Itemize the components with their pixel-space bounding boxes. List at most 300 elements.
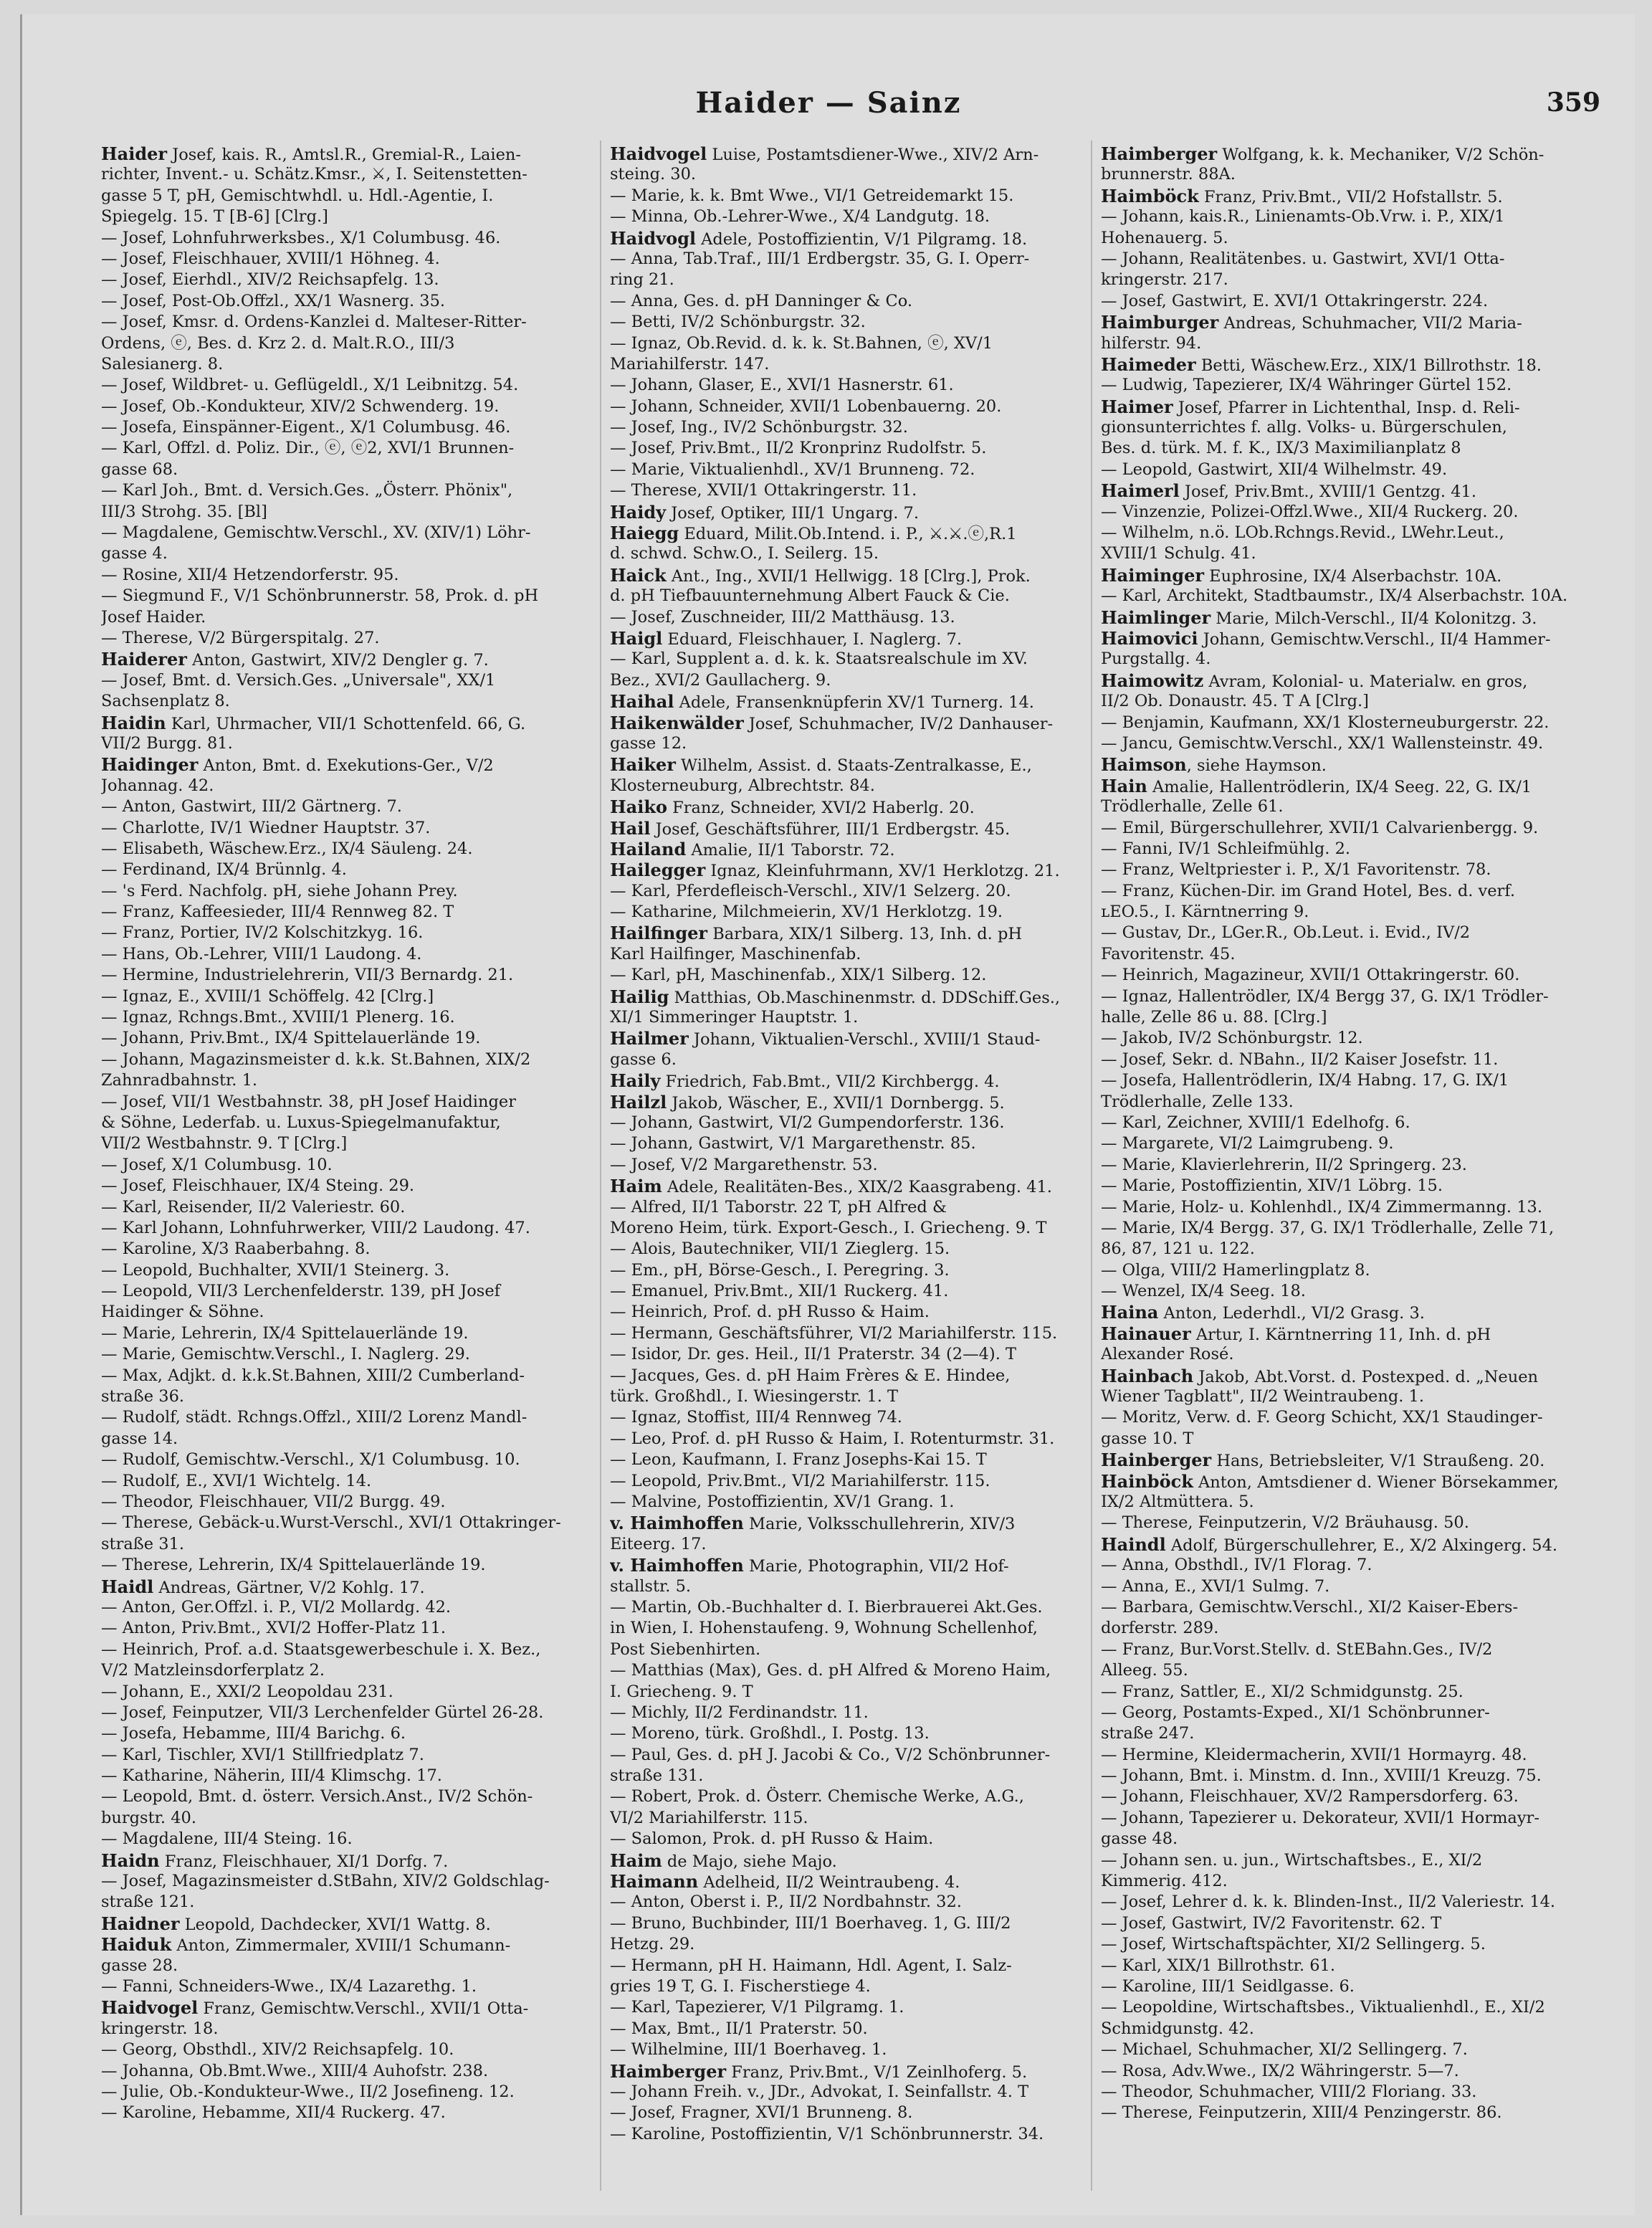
directory-entry-line — [610, 1302, 1104, 1323]
entry-text: — Josef, Priv.Bmt., II/2 Kronprinz Rudolfstr. 5. — [610, 439, 987, 458]
entry-text: — Josef, V/2 Margarethenstr. 53. — [610, 1155, 878, 1174]
directory-entry-line — [610, 754, 1104, 775]
directory-entry-line — [101, 249, 596, 270]
entry-text: Matthias, Ob.Maschinenmstr. d. DDSchiff.Ges., — [669, 988, 1061, 1007]
directory-entry-line — [1101, 291, 1595, 312]
directory-entry-line — [101, 776, 596, 796]
entry-text: VI/2 Mariahilferstr. 115. — [610, 1808, 808, 1827]
entry-text: — Ignaz, Stoffist, III/4 Rennweg 74. — [610, 1408, 902, 1427]
directory-entry-line — [1101, 839, 1595, 860]
directory-entry-line — [1101, 733, 1595, 754]
directory-entry-line — [1101, 1113, 1595, 1133]
directory-entry-line — [1101, 754, 1595, 775]
directory-entry-line — [610, 1197, 1104, 1218]
surname-heading: Haimlinger — [1101, 606, 1211, 628]
entry-text: Anton, Amtsdiener d. Wiener Börsekammer, — [1193, 1472, 1559, 1492]
entry-text: Anton, Lederhdl., VI/2 Grasg. 3. — [1158, 1304, 1425, 1323]
directory-entry-line — [610, 1892, 1104, 1913]
directory-entry-line — [101, 228, 596, 249]
directory-entry-line — [101, 438, 596, 459]
directory-entry-line — [101, 1639, 596, 1660]
directory-entry-line — [101, 1723, 596, 1744]
directory-entry-line — [610, 1976, 1104, 1997]
directory-entry-line — [101, 1028, 596, 1049]
entry-text: — Karl, Architekt, Stadtbaumstr., IX/4 Alserbachstr. 10A. — [1101, 586, 1568, 606]
directory-entry-line — [101, 649, 596, 670]
directory-entry-line — [1101, 1218, 1595, 1239]
directory-entry-line — [610, 713, 1104, 733]
directory-entry-line — [1101, 586, 1595, 606]
entry-text: — Martin, Ob.-Buchhalter d. I. Bierbrauerei Akt.Ges. — [610, 1597, 1043, 1617]
entry-text: Adele, Fransenknüpferin XV/1 Turnerg. 14. — [674, 693, 1034, 713]
directory-entry-line — [1101, 2082, 1595, 2103]
entry-text: Trödlerhalle, Zelle 133. — [1101, 1092, 1294, 1111]
directory-entry-line — [101, 1934, 596, 1955]
entry-text: — Magdalene, III/4 Steing. 16. — [101, 1829, 353, 1849]
directory-entry-line — [610, 1386, 1104, 1407]
entry-text: — Ignaz, E., XVIII/1 Schöffelg. 42 [Clrg.] — [101, 986, 434, 1006]
entry-text: — Alfred, II/1 Taborstr. 22 T, pH Alfred & — [610, 1197, 947, 1217]
directory-entry-line — [1101, 523, 1595, 543]
directory-entry-line — [101, 1407, 596, 1428]
entry-text: — Josef, Ob.-Kondukteur, XIV/2 Schwenderg. 19. — [101, 396, 500, 416]
directory-entry-line — [610, 354, 1104, 375]
entry-text: Adolf, Bürgerschullehrer, E., X/2 Alxingerg. 54. — [1165, 1536, 1558, 1555]
directory-entry-line — [1101, 1956, 1595, 1976]
directory-entry-line — [101, 1913, 596, 1934]
directory-entry-line — [610, 2061, 1104, 2082]
column-1 — [101, 143, 596, 2194]
entry-text: — Franz, Weltpriester i. P., X/1 Favoritenstr. 78. — [1101, 860, 1491, 880]
entry-text: — Georg, Obsthdl., XIV/2 Reichsapfelg. 10. — [101, 2040, 454, 2060]
entry-text: Johannag. 42. — [101, 776, 214, 795]
entry-text: Euphrosine, IX/4 Alserbachstr. 10A. — [1204, 566, 1502, 586]
directory-entry-line — [610, 1682, 1104, 1703]
entry-text: — Josef, Wildbret- u. Geflügeldl., X/1 Leibnitzg. 54. — [101, 376, 519, 395]
directory-entry-line — [1101, 1660, 1595, 1681]
entry-text: — Wilhelmine, III/1 Boerhaveg. 1. — [610, 2040, 887, 2060]
entry-text: & Söhne, Lederfab. u. Luxus-Spiegelmanufaktur, — [101, 1113, 501, 1132]
entry-text: — Ignaz, Rchngs.Bmt., XVIII/1 Plenerg. 16. — [101, 1008, 455, 1027]
directory-entry-line — [610, 1639, 1104, 1660]
surname-heading: Haimann — [610, 1871, 699, 1893]
directory-entry-line — [101, 1260, 596, 1281]
page-header — [22, 86, 1635, 129]
directory-entry-line — [610, 417, 1104, 438]
entry-text: III/3 Strohg. 35. [Bl] — [101, 502, 267, 521]
entry-text: — Georg, Postamts-Exped., XI/1 Schönbrunner- — [1101, 1703, 1490, 1722]
directory-entry-line — [101, 396, 596, 417]
surname-heading: Haimovici — [1101, 627, 1198, 649]
entry-text: — Karl Joh., Bmt. d. Versich.Ges. „Österr. Phönix", — [101, 481, 513, 500]
entry-text: Spiegelg. 15. T [B-6] [Clrg.] — [101, 207, 328, 227]
entry-text: — Wilhelm, n.ö. LOb.Rchngs.Revid., LWehr.Leut., — [1101, 523, 1504, 543]
entry-text: — Katharine, Näherin, III/4 Klimschg. 17. — [101, 1766, 442, 1786]
entry-text: — Karoline, Postoffizientin, V/1 Schönbrunnerstr. 34. — [610, 2124, 1044, 2143]
directory-entry-line — [101, 2103, 596, 2123]
entry-text: de Majo, siehe Majo. — [662, 1852, 837, 1871]
directory-entry-line — [1101, 776, 1595, 796]
directory-entry-line — [1101, 2019, 1595, 2039]
surname-heading: Hailegger — [610, 860, 706, 881]
entry-text: — Emanuel, Priv.Bmt., XII/1 Ruckerg. 41. — [610, 1282, 949, 1301]
entry-text: — Paul, Ges. d. pH J. Jacobi & Co., V/2 Schönbrunner- — [610, 1745, 1051, 1764]
entry-text: Karl Hailfinger, Maschinenfab. — [610, 944, 861, 963]
entry-text: , siehe Haymson. — [1186, 756, 1327, 776]
directory-entry-line — [101, 333, 596, 354]
entry-text: Post Siebenhirten. — [610, 1639, 761, 1659]
entry-text: Karl, Uhrmacher, VII/1 Schottenfeld. 66, G. — [166, 714, 526, 733]
entry-text: — Josef, VII/1 Westbahnstr. 38, pH Josef Haidinger — [101, 1092, 516, 1111]
directory-entry-line — [610, 1513, 1104, 1533]
entry-text: Barbara, XIX/1 Silberg. 13, Inh. d. pH — [707, 925, 1023, 944]
entry-text: — Salomon, Prok. d. pH Russo & Haim. — [610, 1829, 934, 1849]
directory-entry-line — [101, 417, 596, 438]
entry-text: — Karoline, III/1 Seidlgasse. 6. — [1101, 1976, 1355, 1996]
directory-entry-line — [101, 881, 596, 902]
directory-entry-line — [610, 480, 1104, 501]
surname-heading: Haidinger — [101, 754, 199, 776]
entry-text: Anton, Bmt. d. Exekutions-Ger., V/2 — [198, 756, 494, 776]
entry-text: — Josef, Magazinsmeister d.StBahn, XIV/2 Goldschlag- — [101, 1872, 550, 1891]
entry-text: Zahnradbahnstr. 1. — [101, 1071, 258, 1090]
directory-entry-line — [1101, 228, 1595, 249]
entry-text: — Heinrich, Magazineur, XVII/1 Ottakringerstr. 60. — [1101, 966, 1520, 985]
entry-text: Hetzg. 29. — [610, 1935, 695, 1954]
entry-text: — Karl, Zeichner, XVIII/1 Edelhofg. 6. — [1101, 1113, 1410, 1132]
directory-entry-line — [610, 333, 1104, 354]
entry-text: Bez., XVI/2 Gaullacherg. 9. — [610, 670, 831, 690]
directory-entry-line — [1101, 164, 1595, 185]
entry-text: Johann, Viktualien-Verschl., XVIII/1 Staud- — [688, 1030, 1041, 1049]
directory-entry-line — [610, 586, 1104, 606]
entry-text: I. Griecheng. 9. T — [610, 1682, 753, 1701]
directory-entry-line — [610, 2124, 1104, 2145]
directory-entry-line — [101, 1429, 596, 1449]
directory-entry-line — [101, 1850, 596, 1871]
directory-entry-line — [1101, 1934, 1595, 1955]
surname-heading: Haiegg — [610, 523, 679, 544]
directory-entry-line — [1101, 1281, 1595, 1302]
entry-text: — Josef, Bmt. d. Versich.Ges. „Universale", XX/1 — [101, 670, 496, 690]
entry-text: — Marie, Viktualienhdl., XV/1 Brunneng. 72. — [610, 460, 975, 479]
directory-entry-line — [101, 1492, 596, 1513]
entry-text: — Leopold, Bmt. d. österr. Versich.Anst., IV/2 Schön- — [101, 1787, 533, 1806]
entry-text: — Marie, Gemischtw.Verschl., I. Naglerg. 29. — [101, 1345, 470, 1364]
directory-entry-line — [610, 2019, 1104, 2039]
entry-text: türk. Großhdl., I. Wiesingerstr. 1. T — [610, 1387, 899, 1406]
directory-entry-line — [101, 1513, 596, 1533]
directory-entry-line — [610, 565, 1104, 586]
directory-entry-line — [1101, 1133, 1595, 1154]
directory-entry-line — [1101, 1176, 1595, 1196]
directory-entry-line — [610, 1723, 1104, 1744]
directory-entry-line — [101, 1007, 596, 1028]
directory-entry-line — [610, 1492, 1104, 1513]
entry-text: Franz, Gemischtw.Verschl., XVII/1 Otta- — [198, 1999, 529, 2019]
directory-entry-line — [101, 1997, 596, 2018]
entry-text: — 's Ferd. Nachfolg. pH, siehe Johann Prey. — [101, 881, 458, 900]
entry-text: Andreas, Schuhmacher, VII/2 Maria- — [1218, 314, 1522, 333]
directory-entry-line — [1101, 333, 1595, 354]
directory-entry-line — [1101, 2103, 1595, 2123]
directory-entry-line — [1101, 607, 1595, 628]
entry-text: Josef, Schuhmacher, IV/2 Danhauser- — [743, 714, 1054, 733]
directory-entry-line — [101, 1133, 596, 1154]
directory-entry-line — [1101, 354, 1595, 375]
surname-heading: Haimburger — [1101, 312, 1219, 333]
entry-text: — Johann, Schneider, XVII/1 Lobenbauerng. 20. — [610, 396, 1002, 416]
surname-heading: Haidvogel — [610, 143, 707, 164]
directory-entry-line — [610, 902, 1104, 923]
directory-entry-line — [1101, 713, 1595, 733]
entry-text: Moreno Heim, türk. Export-Gesch., I. Griecheng. 9. T — [610, 1218, 1047, 1237]
entry-text: Ordens, ⓔ, Bes. d. Krz 2. d. Malt.R.O., III/3 — [101, 333, 455, 353]
directory-entry-line — [610, 860, 1104, 880]
entry-text: — Rosine, XII/4 Hetzendorferstr. 95. — [101, 565, 399, 584]
surname-heading: Hail — [610, 817, 651, 839]
directory-entry-line — [1101, 1808, 1595, 1829]
directory-entry-line — [1101, 1028, 1595, 1049]
directory-entry-line — [610, 1618, 1104, 1639]
entry-text: gasse 4. — [101, 544, 168, 563]
directory-entry-line — [610, 733, 1104, 754]
entry-text: — Karl, XIX/1 Billrothstr. 61. — [1101, 1956, 1336, 1975]
entry-text: VII/2 Burgg. 81. — [101, 733, 233, 753]
entry-text: Alleeg. 55. — [1101, 1661, 1188, 1680]
surname-heading: Haiker — [610, 754, 676, 776]
directory-entry-line — [610, 2082, 1104, 2103]
entry-text: Josef, Geschäftsführer, III/1 Erdbergstr. 45. — [650, 819, 1011, 839]
entry-text: Johann, Gemischtw.Verschl., II/4 Hammer- — [1198, 629, 1551, 649]
entry-text: Eduard, Fleischhauer, I. Naglerg. 7. — [662, 629, 962, 649]
entry-text: — Siegmund F., V/1 Schönbrunnerstr. 58, Prok. d. pH — [101, 586, 539, 606]
entry-text: — Leopold, Buchhalter, XVII/1 Steinerg. 3. — [101, 1260, 450, 1280]
directory-entry-line — [101, 860, 596, 880]
entry-text: Josef, Priv.Bmt., XVIII/1 Gentzg. 41. — [1179, 482, 1476, 502]
entry-text: XVIII/1 Schulg. 41. — [1101, 544, 1256, 563]
entry-text: — Anton, Priv.Bmt., XVI/2 Hoffer-Platz 11. — [101, 1619, 447, 1638]
directory-entry-line — [101, 1786, 596, 1807]
directory-entry-line — [610, 1155, 1104, 1176]
entry-text: — Max, Bmt., II/1 Praterstr. 50. — [610, 2019, 868, 2038]
entry-text: — Johann, Fleischhauer, XV/2 Rampersdorferg. 63. — [1101, 1787, 1519, 1806]
directory-entry-line — [1101, 965, 1595, 986]
entry-text: — Leopold, VII/3 Lerchenfelderstr. 139, pH Josef — [101, 1282, 500, 1301]
directory-entry-line — [101, 2039, 596, 2060]
surname-heading: v. Haimhoffen — [610, 1513, 744, 1534]
directory-entry-line — [610, 1555, 1104, 1576]
entry-text: — Rudolf, E., XVI/1 Wichtelg. 14. — [101, 1471, 372, 1490]
surname-heading: Haimson — [1101, 754, 1187, 776]
entry-text: — Leopold, Priv.Bmt., VI/2 Mariahilferstr. 115. — [610, 1471, 990, 1490]
directory-entry-line — [101, 1956, 596, 1976]
directory-entry-line — [610, 1113, 1104, 1133]
surname-heading: Hailfinger — [610, 923, 708, 944]
directory-entry-line — [101, 2019, 596, 2039]
directory-entry-line — [610, 396, 1104, 417]
entry-text: Wiener Tagblatt", II/2 Weintraubeng. 1. — [1101, 1387, 1424, 1406]
entry-text: Eduard, Milit.Ob.Intend. i. P., ⚔.⚔.ⓔ,R.1 — [679, 525, 1017, 544]
directory-entry-line — [1101, 1976, 1595, 1997]
entry-text: — Therese, Lehrerin, IX/4 Spittelauerlände 19. — [101, 1556, 486, 1575]
entry-text: Purgstallg. 4. — [1101, 649, 1211, 669]
directory-entry-line — [101, 270, 596, 290]
directory-entry-line — [1101, 986, 1595, 1007]
entry-text: Salesianerg. 8. — [101, 354, 224, 373]
entry-text: — Therese, XVII/1 Ottakringerstr. 11. — [610, 481, 917, 500]
directory-entry-line — [1101, 417, 1595, 438]
surname-heading: Haider — [101, 143, 168, 164]
entry-text: Eiteerg. 17. — [610, 1534, 707, 1553]
directory-entry-line — [1101, 1239, 1595, 1260]
entry-text: Marie, Milch-Verschl., II/4 Kolonitzg. 3. — [1211, 609, 1537, 628]
directory-entry-line — [610, 1808, 1104, 1829]
entry-text: — Johann, Glaser, E., XVI/1 Hasnerstr. 61. — [610, 376, 954, 395]
surname-heading: Haily — [610, 1070, 661, 1092]
directory-entry-line — [101, 2061, 596, 2082]
entry-text: — Heinrich, Prof. a.d. Staatsgewerbeschule i. X. Bez., — [101, 1639, 541, 1659]
directory-entry-line — [101, 839, 596, 860]
directory-entry-line — [1101, 1344, 1595, 1365]
entry-text: Adele, Postoffizientin, V/1 Pilgramg. 18. — [695, 229, 1028, 249]
directory-entry-line — [101, 1281, 596, 1302]
entry-text: — Theodor, Schuhmacher, VIII/2 Floriang. 33. — [1101, 2082, 1477, 2101]
directory-entry-line — [101, 1092, 596, 1113]
directory-entry-line — [1101, 1366, 1595, 1386]
directory-entry-line — [1101, 1534, 1595, 1555]
column-2 — [610, 143, 1104, 2194]
entry-text: — Johann, E., XXI/2 Leopoldau 231. — [101, 1682, 393, 1701]
directory-entry-line — [1101, 1871, 1595, 1892]
entry-text: — Josef, Gastwirt, IV/2 Favoritenstr. 62. T — [1101, 1913, 1442, 1933]
entry-text: Favoritenstr. 45. — [1101, 944, 1236, 963]
entry-text: — Wenzel, IX/4 Seeg. 18. — [1101, 1282, 1306, 1301]
directory-entry-line — [610, 1281, 1104, 1302]
entry-text: — Michael, Schuhmacher, XI/2 Sellingerg. 7. — [1101, 2040, 1468, 2060]
entry-text: straße 121. — [101, 1893, 195, 1912]
directory-entry-line — [1101, 1197, 1595, 1218]
directory-entry-line — [101, 375, 596, 396]
directory-entry-line — [101, 186, 596, 206]
directory-entry-line — [1101, 628, 1595, 649]
surname-heading: Haigl — [610, 627, 663, 649]
entry-text: — Moreno, türk. Großhdl., I. Postg. 13. — [610, 1724, 930, 1743]
surname-heading: Haina — [1101, 1302, 1159, 1323]
entry-text: — Anna, Tab.Traf., III/1 Erdbergstr. 35, G. I. Operr- — [610, 249, 1030, 268]
directory-entry-line — [101, 2082, 596, 2103]
entry-text: — Karl Johann, Lohnfuhrwerker, VIII/2 Laudong. 47. — [101, 1218, 530, 1237]
entry-text: Josef Haider. — [101, 607, 206, 627]
directory-entry-line — [1101, 796, 1595, 817]
entry-text: — Karl, Tapezierer, V/1 Pilgramg. 1. — [610, 1998, 904, 2017]
surname-heading: Haiduk — [101, 1934, 172, 1956]
entry-text: — Johann Freih. v., JDr., Advokat, I. Seinfallstr. 4. T — [610, 2082, 1029, 2101]
entry-text: Friedrich, Fab.Bmt., VII/2 Kirchbergg. 4. — [660, 1072, 1000, 1092]
surname-heading: Haimeder — [1101, 353, 1196, 375]
directory-entry-line — [610, 1260, 1104, 1281]
entry-text: gasse 28. — [101, 1956, 178, 1975]
entry-text: — Josefa, Hebamme, III/4 Barichg. 6. — [101, 1724, 406, 1743]
directory-entry-line — [1101, 1745, 1595, 1766]
surname-heading: Haindl — [1101, 1533, 1166, 1555]
directory-entry-line — [1101, 460, 1595, 480]
entry-text: straße 36. — [101, 1387, 185, 1406]
entry-text: Amalie, Hallentrödlerin, IX/4 Seeg. 22, G. IX/1 — [1147, 777, 1532, 796]
entry-text: Franz, Priv.Bmt., V/1 Zeinlhoferg. 5. — [726, 2062, 1028, 2082]
entry-text: gionsunterrichtes f. allg. Volks- u. Bürgerschulen, — [1101, 418, 1507, 437]
surname-heading: Haiminger — [1101, 564, 1204, 586]
directory-entry-line — [101, 312, 596, 333]
directory-entry-line — [610, 1660, 1104, 1681]
entry-text: — Marie, Klavierlehrerin, II/2 Springerg. 23. — [1101, 1155, 1467, 1174]
entry-text: Franz, Schneider, XVI/2 Haberlg. 20. — [667, 799, 975, 818]
entry-text: — Therese, Feinputzerin, V/2 Bräuhausg. 50. — [1101, 1513, 1469, 1533]
entry-text: — Fanni, IV/1 Schleifmühlg. 2. — [1101, 839, 1351, 858]
entry-text: — Josef, Zuschneider, III/2 Matthäusg. 13. — [610, 607, 955, 627]
surname-heading: Haidvogel — [101, 1997, 199, 2019]
entry-text: — Heinrich, Prof. d. pH Russo & Haim. — [610, 1303, 930, 1322]
entry-text: ring 21. — [610, 270, 674, 290]
surname-heading: Hainauer — [1101, 1323, 1191, 1344]
entry-text: — Marie, IX/4 Bergg. 37, G. IX/1 Trödlerhalle, Zelle 71, — [1101, 1218, 1555, 1237]
entry-text: — Franz, Kaffeesieder, III/4 Rennweg 82. T — [101, 903, 454, 922]
entry-text: Josef, Pfarrer in Lichtenthal, Insp. d. Reli- — [1173, 398, 1520, 417]
entry-text: — Magdalene, Gemischtw.Verschl., XV. (XIV/1) Löhr- — [101, 523, 531, 543]
entry-text: — Anna, Ges. d. pH Danninger & Co. — [610, 291, 913, 310]
directory-entry-line — [101, 1766, 596, 1786]
directory-entry-line — [610, 1913, 1104, 1934]
directory-entry-line — [610, 1092, 1104, 1113]
entry-text: — Franz, Sattler, E., XI/2 Schmidgunstg. 25. — [1101, 1682, 1464, 1701]
directory-entry-line — [1101, 1513, 1595, 1533]
directory-entry-line — [1101, 902, 1595, 923]
directory-entry-line — [1101, 1449, 1595, 1470]
entry-text: Josef, kais. R., Amtsl.R., Gremial-R., Laien- — [167, 146, 522, 164]
directory-entry-line — [101, 1829, 596, 1849]
surname-heading: Haihal — [610, 691, 674, 713]
directory-entry-line — [610, 164, 1104, 185]
directory-entry-line — [101, 1534, 596, 1555]
directory-entry-line — [1101, 1070, 1595, 1091]
directory-entry-line — [610, 1218, 1104, 1239]
entry-text: hilferstr. 94. — [1101, 333, 1202, 353]
directory-entry-line — [1101, 1829, 1595, 1849]
entry-text: gasse 5 T, pH, Gemischtwhdl. u. Hdl.-Agentie, I. — [101, 186, 494, 205]
entry-text: — Karoline, X/3 Raaberbahng. 8. — [101, 1239, 371, 1259]
entry-text: — Ferdinand, IX/4 Brünnlg. 4. — [101, 860, 347, 880]
directory-entry-line — [101, 1366, 596, 1386]
entry-text: Franz, Fleischhauer, XI/1 Dorfg. 7. — [159, 1852, 449, 1871]
directory-entry-line — [101, 523, 596, 543]
directory-entry-line — [101, 796, 596, 817]
directory-entry-line — [610, 2039, 1104, 2060]
entry-text: — Anton, Oberst i. P., II/2 Nordbahnstr. 32. — [610, 1893, 962, 1912]
directory-entry-line — [101, 1808, 596, 1829]
directory-entry-line — [610, 206, 1104, 227]
entry-text: ʟEO.5., I. Kärntnerring 9. — [1101, 903, 1309, 922]
surname-heading: Hainberger — [1101, 1449, 1212, 1471]
entry-text: — Josef, Lohnfuhrwerksbes., X/1 Columbusg. 46. — [101, 228, 501, 247]
running-head: Haider — Sainz — [695, 86, 962, 120]
entry-text: gasse 6. — [610, 1049, 677, 1069]
directory-entry-line — [101, 1471, 596, 1492]
entry-text: — Josef, Ing., IV/2 Schönburgstr. 32. — [610, 418, 908, 437]
directory-entry-line — [1101, 670, 1595, 691]
entry-text: gasse 12. — [610, 733, 687, 753]
entry-text: — Therese, Feinputzerin, XIII/4 Penzingerstr. 86. — [1101, 2103, 1502, 2123]
directory-entry-line — [610, 796, 1104, 817]
